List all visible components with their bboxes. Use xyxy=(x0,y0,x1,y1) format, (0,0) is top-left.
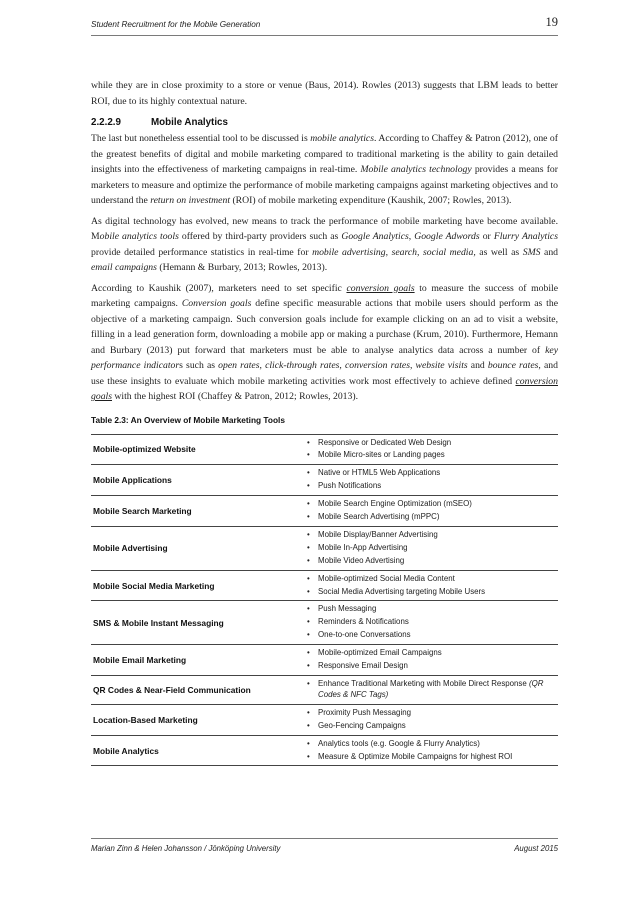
bullet-item: • Reminders & Notifications xyxy=(306,617,558,628)
bullet-item: • Responsive Email Design xyxy=(306,661,558,672)
paragraph-analytics-tools: As digital technology has evolved, new means to track the performance of mobile marketing have become available. Mobile analytics tools offered by third-party providers such as Google Analytics, Google Adwords or Flurry Analytics provide detailed performance statistics in real-time for mobile advertising, search, social media, as well as SMS and email campaigns (Hemann & Burbary, 2013; Rowles, 2013). xyxy=(91,215,559,273)
section-title: Mobile Analytics xyxy=(151,117,228,128)
table-caption: Table 2.3: An Overview of Mobile Marketing Tools xyxy=(91,414,285,425)
table-row xyxy=(91,465,558,496)
table-row xyxy=(91,434,558,465)
table-cell-items xyxy=(306,496,558,527)
footer-date: August 2015 xyxy=(514,844,558,853)
table-row xyxy=(91,645,558,676)
bullet-item: • Mobile Video Advertising xyxy=(306,556,558,567)
running-title: Student Recruitment for the Mobile Generation xyxy=(91,20,261,29)
bullet-item: • Push Notifications xyxy=(306,481,558,492)
marketing-tools-table xyxy=(91,434,558,767)
table-cell-tool: Mobile Advertising xyxy=(93,543,168,554)
bullet-item: • Analytics tools (e.g. Google & Flurry Analytics) xyxy=(306,739,558,750)
table-cell-tool: Mobile-optimized Website xyxy=(93,444,196,455)
bullet-item: • Mobile Display/Banner Advertising xyxy=(306,530,558,541)
table-cell-items xyxy=(306,526,558,570)
page-number: 19 xyxy=(545,15,558,29)
table-cell-items xyxy=(306,645,558,676)
bullet-item: • Mobile-optimized Social Media Content xyxy=(306,574,558,585)
page-footer xyxy=(91,838,558,854)
table-cell-tool: Mobile Analytics xyxy=(93,745,159,756)
table-cell-tool: Mobile Social Media Marketing xyxy=(93,580,215,591)
table-cell-tool: Mobile Email Marketing xyxy=(93,655,187,666)
footer-authors: Marian Zinn & Helen Johansson / Jönköping University xyxy=(91,844,281,853)
table-row xyxy=(91,570,558,601)
bullet-item: • Responsive or Dedicated Web Design xyxy=(306,438,558,449)
page-body xyxy=(91,78,558,766)
bullet-item: • Mobile In-App Advertising xyxy=(306,543,558,554)
table-row xyxy=(91,704,558,735)
bullet-item: • Native or HTML5 Web Applications xyxy=(306,468,558,479)
section-heading xyxy=(91,117,558,128)
bullet-item: • Enhance Traditional Marketing with Mobile Direct Response (QR Codes & NFC Tags) xyxy=(306,679,558,701)
table-cell-items xyxy=(306,570,558,601)
table-cell-items xyxy=(306,735,558,766)
bullet-item: • Measure & Optimize Mobile Campaigns for highest ROI xyxy=(306,752,558,763)
table-row xyxy=(91,601,558,645)
bullet-item: • Push Messaging xyxy=(306,604,558,615)
paragraph-intro: while they are in close proximity to a store or venue (Baus, 2014). Rowles (2013) suggests that LBM leads to better ROI, due to its highly contextual nature. xyxy=(91,80,558,107)
bullet-item: • Mobile Micro-sites or Landing pages xyxy=(306,450,558,461)
bullet-item: • One-to-one Conversations xyxy=(306,630,558,641)
page-header xyxy=(91,14,558,36)
section-number: 2.2.2.9 xyxy=(91,117,121,128)
table-cell-tool: SMS & Mobile Instant Messaging xyxy=(93,617,224,628)
bullet-item: • Mobile Search Advertising (mPPC) xyxy=(306,512,558,523)
table-row xyxy=(91,735,558,766)
table-cell-items xyxy=(306,676,558,705)
table-cell-items xyxy=(306,704,558,735)
paragraph-conversion-goals: According to Kaushik (2007), marketers need to set specific conversion goals to measure the success of mobile marketing campaigns. Conversion goals define specific measurable actions that mobile users should perform as the objective of a marketing campaign. Such conversion goals include for example clicking on an ad to visit a website, filling in a lead generation form, downloading a mobile app or making a purchase (Krum, 2010). Furthermore, Hemann and Burbary (2013) put forward that marketers must be able to analyse analytics data across a number of key performance indicators such as open rates, click-through rates, conversion rates, website visits and bounce rates, and use these insights to evaluate which mobile marketing activities work most effectively to achieve defined conversion goals with the highest ROI (Chaffey & Patron, 2012; Rowles, 2013). xyxy=(91,282,558,402)
table-row xyxy=(91,526,558,570)
table-row xyxy=(91,676,558,705)
table-cell-tool: Mobile Search Marketing xyxy=(93,506,192,517)
table-cell-items xyxy=(306,465,558,496)
bullet-item: • Proximity Push Messaging xyxy=(306,708,558,719)
table-cell-tool: QR Codes & Near-Field Communication xyxy=(93,684,251,695)
table-cell-items xyxy=(306,601,558,645)
bullet-item: • Mobile Search Engine Optimization (mSEO) xyxy=(306,499,558,510)
table-cell-items xyxy=(306,434,558,465)
bullet-item: • Social Media Advertising targeting Mobile Users xyxy=(306,587,558,598)
table-cell-tool: Location-Based Marketing xyxy=(93,714,198,725)
bullet-item: • Geo-Fencing Campaigns xyxy=(306,721,558,732)
bullet-item: • Mobile-optimized Email Campaigns xyxy=(306,648,558,659)
paragraph-mobile-analytics: The last but nonetheless essential tool to be discussed is mobile analytics. According to Chaffey & Patron (2012), one of the greatest benefits of digital and mobile marketing compared to traditional marketing is the ability to gain detailed insights into the effectiveness of marketing campaigns in real-time. Mobile analytics technology provides a means for marketers to measure and optimize the performance of mobile marketing campaigns against marketing objectives and to understand the return on investment (ROI) of mobile marketing expenditure (Kaushik, 2007; Rowles, 2013). xyxy=(91,133,558,206)
table-row xyxy=(91,496,558,527)
table-cell-tool: Mobile Applications xyxy=(93,475,172,486)
